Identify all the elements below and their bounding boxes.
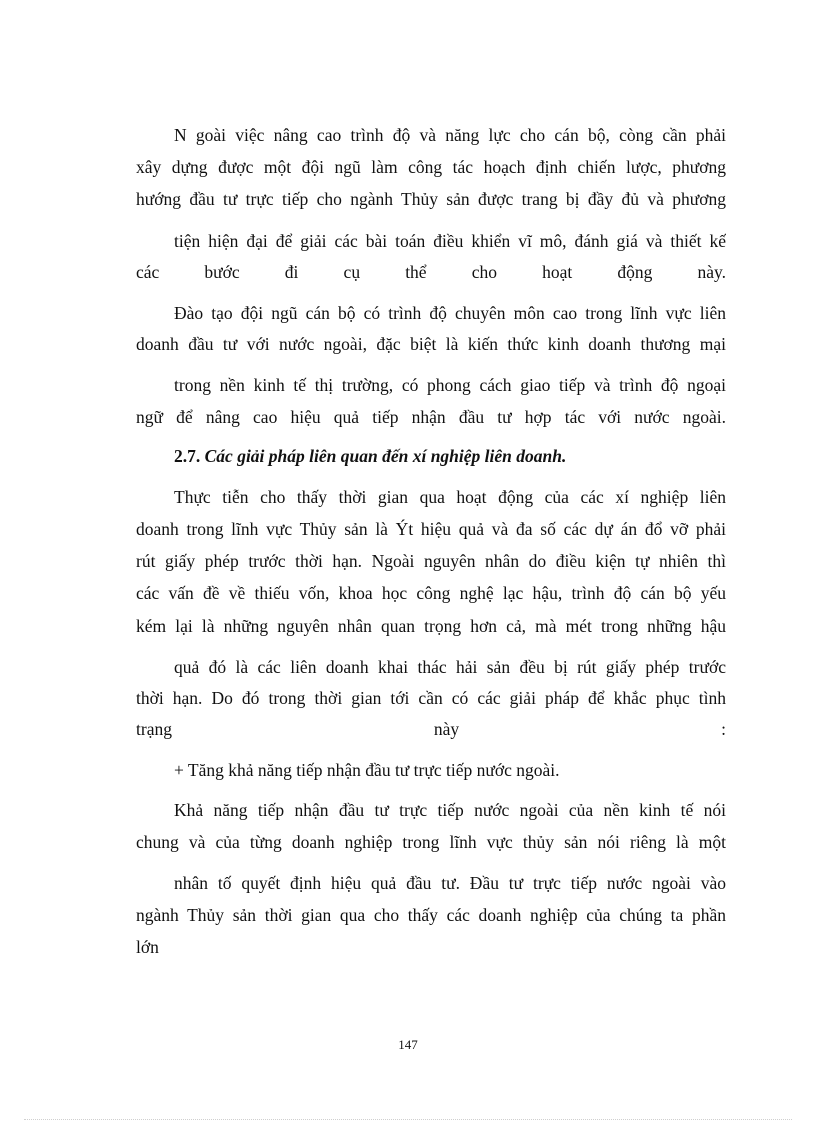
text-line: Thực tiễn cho thấy thời gian qua hoạt động của các xí nghiệp liên [174,487,726,507]
text-line: trạng này : [136,719,726,739]
text-line: trong nền kinh tế thị trường, có phong cách giao tiếp và trình độ ngoại [174,375,726,395]
text-line: doanh trong lĩnh vực Thủy sản là Ýt hiệu quả và đa số các dự án đổ vỡ phải [136,519,726,539]
text-line: ngành Thủy sản thời gian qua cho thấy các doanh nghiệp của chúng ta phần [136,905,726,925]
text-line: N goài việc nâng cao trình độ và năng lực cho cán bộ, còng cần phải [174,125,726,145]
text-line: + Tăng khả năng tiếp nhận đầu tư trực tiếp nước ngoài. [174,760,560,780]
text-line: thời hạn. Do đó trong thời gian tới cần có các giải pháp để khắc phục tình [136,688,726,708]
text-line: ngữ để nâng cao hiệu quả tiếp nhận đầu tư hợp tác với nước ngoài. [136,407,726,427]
text-line: xây dựng được một đội ngũ làm công tác hoạch định chiến lược, phương [136,157,726,177]
section-number: 2.7. [174,446,201,466]
text-line: quả đó là các liên doanh khai thác hải sản đều bị rút giấy phép trước [174,657,726,677]
text-line: lớn [136,937,159,957]
text-line: rút giấy phép trước thời hạn. Ngoài nguyên nhân do điều kiện tự nhiên thì [136,551,726,571]
text-line: doanh đầu tư với nước ngoài, đặc biệt là kiến thức kinh doanh thương mại [136,334,726,354]
text-line: Khả năng tiếp nhận đầu tư trực tiếp nước ngoài của nền kinh tế nói [174,800,726,820]
text-line: tiện hiện đại để giải các bài toán điều khiển vĩ mô, đánh giá và thiết kế [174,231,726,251]
text-line: nhân tố quyết định hiệu quả đầu tư. Đầu tư trực tiếp nước ngoài vào [174,873,726,893]
section-heading [174,444,566,468]
text-line: kém lại là những nguyên nhân quan trọng hơn cả, mà mét trong những hậu [136,616,726,636]
text-line: các vấn đề về thiếu vốn, khoa học công nghệ lạc hậu, trình độ cán bộ yếu [136,583,726,603]
text-line: hướng đầu tư trực tiếp cho ngành Thủy sản được trang bị đầy đủ và phương [136,189,726,209]
text-line: Đào tạo đội ngũ cán bộ có trình độ chuyên môn cao trong lĩnh vực liên [174,303,726,323]
page-bottom-divider [24,1119,792,1120]
page-number: 147 [398,1037,418,1052]
text-line: chung và của từng doanh nghiệp trong lĩnh vực thủy sản nói riêng là một [136,832,726,852]
section-title: Các giải pháp liên quan đến xí nghiệp liên doanh. [204,446,567,466]
text-line: các bước đi cụ thể cho hoạt động này. [136,262,726,282]
